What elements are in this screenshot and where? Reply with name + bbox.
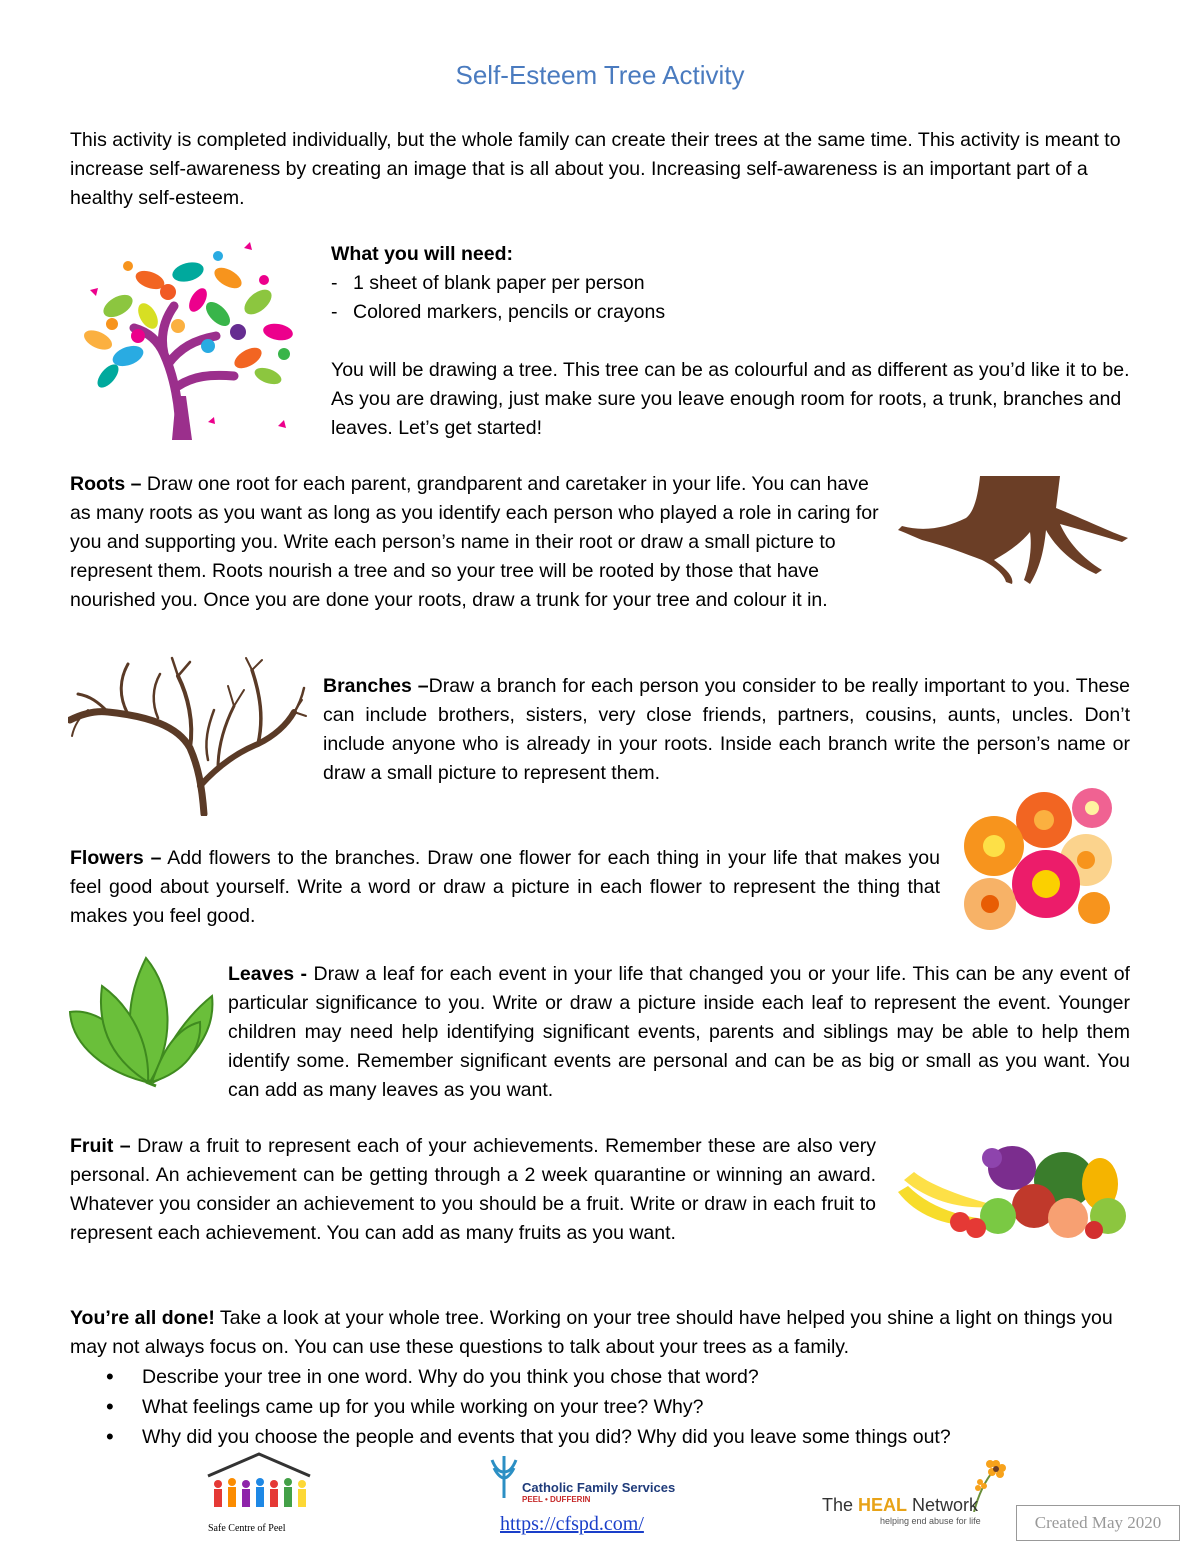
cfs-subtitle: PEEL • DUFFERIN [522, 1495, 591, 1504]
list-item: • Describe your tree in one word. Why do you think you chose that word? [70, 1362, 1132, 1392]
heal-pre: The [822, 1495, 859, 1515]
done-label: You’re all done! [70, 1307, 215, 1329]
heal-bold: HEAL [858, 1495, 908, 1515]
page-title: Self-Esteem Tree Activity [455, 60, 745, 90]
roots-image [896, 474, 1130, 586]
list-item: - Colored markers, pencils or crayons [331, 298, 1137, 327]
roots-label: Roots – [70, 473, 142, 495]
done-paragraph [70, 1304, 1132, 1362]
heal-network-name [822, 1494, 978, 1516]
leaves-label: Leaves - [228, 963, 308, 985]
list-item: • Why did you choose the people and events that you did? Why did you leave some things out? [70, 1422, 1132, 1452]
needs-section [331, 240, 1137, 443]
needs-list [331, 269, 1137, 327]
leaves-image [66, 952, 216, 1088]
safe-centre-logo [204, 1452, 314, 1532]
heal-network-logo [822, 1456, 1012, 1526]
intro-paragraph: This activity is completed individually, but the whole family can create their trees at the same time. This activity is meant to increase self-awareness by creating an image that is all about you. Increasing self-awareness is an important part of a healthy self-esteem. [70, 129, 1121, 209]
safe-centre-caption: Safe Centre of Peel [208, 1523, 286, 1534]
roots-paragraph [70, 470, 880, 615]
branches-text: Draw a branch for each person you consider to be really important to you. These can include brothers, sisters, very close friends, partners, cousins, aunts, uncles. Don’t include anyone who is already in your roots. Inside each branch write the person’s name or draw a small picture to represent them. [323, 675, 1130, 784]
leaves-text: Draw a leaf for each event in your life that changed you or your life. This can be any event of particular significance to you. Write or draw a picture inside each leaf to represent the event. Younger children may need help identifying significant events, parents and siblings may be able to help them identify some. Remember significant events are personal and can be as big or small as you want. You can add as many leaves as you want. [228, 963, 1130, 1101]
branches-image [68, 656, 308, 816]
flowers-text: Add flowers to the branches. Draw one flower for each thing in your life that makes you feel good about yourself. Write a word or draw a picture in each flower to represent the thing that makes you feel good. [70, 847, 940, 927]
created-date-box: Created May 2020 [1016, 1505, 1180, 1541]
done-text: Take a look at your whole tree. Working on your tree should have helped you shine a light on things you may not always focus on. You can use these questions to talk about your trees as a family. [70, 1307, 1113, 1358]
cfs-cross-icon [490, 1452, 518, 1502]
heal-tagline: helping end abuse for life [880, 1516, 981, 1526]
roots-text: Draw one root for each parent, grandparent and caretaker in your life. You can have as many roots as you want as long as you identify each person who played a role in caring for you and supporting you. Write each person’s name in their root or draw a small picture to represent them. Roots nourish a tree and so your tree will be rooted by those that have nourished you. Once you are done your roots, draw a trunk for your tree and colour it in. [70, 473, 879, 611]
list-item: • What feelings came up for you while working on your tree? Why? [70, 1392, 1132, 1422]
list-item: - 1 sheet of blank paper per person [331, 269, 1137, 298]
cfs-name: Catholic Family Services [522, 1480, 676, 1495]
needs-text: You will be drawing a tree. This tree can be as colourful and as different as you’d like it to be. As you are drawing, just make sure you leave enough room for roots, a trunk, branches and leaves. Let’s get started! [331, 359, 1130, 439]
branches-label: Branches – [323, 675, 429, 697]
branches-paragraph [323, 672, 1130, 788]
fruit-label: Fruit – [70, 1135, 131, 1157]
fruit-image [894, 1136, 1130, 1240]
leaves-paragraph [228, 960, 1130, 1105]
fruit-text: Draw a fruit to represent each of your achievements. Remember these are also very personal. An achievement can be getting through a 2 week quarantine or winning an award. Whatever you consider an achievement to you should be a fruit. Write or draw in each fruit to represent each achievement. You can add as many fruits as you want. [70, 1135, 876, 1244]
heal-post: Network [907, 1495, 979, 1515]
flowers-label: Flowers – [70, 847, 162, 869]
fruit-paragraph [70, 1132, 876, 1248]
house-people-icon [204, 1452, 314, 1514]
colorful-tree-image [68, 236, 312, 440]
needs-heading: What you will need: [331, 243, 514, 265]
cfs-logo [490, 1452, 690, 1502]
flowers-image [954, 786, 1114, 936]
questions-list [70, 1362, 1132, 1452]
flowers-paragraph [70, 844, 940, 931]
cfs-website-link[interactable]: https://cfspd.com/ [500, 1513, 644, 1535]
